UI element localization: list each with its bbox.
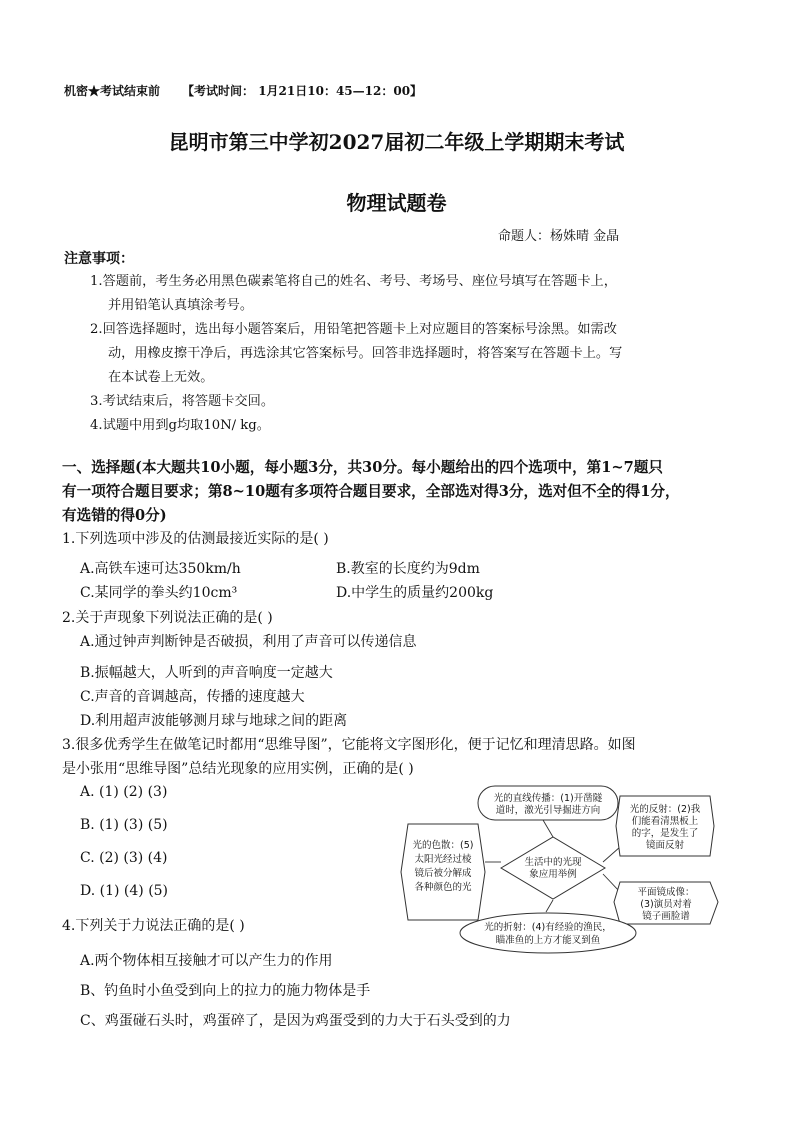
mindmap-bottom-label: 光的折射：(4)有经验的渔民， [484,922,612,933]
authors: 命题人：杨姝晴 金晶 [498,229,620,244]
option-d: D.中学生的质量约200kg [336,585,494,601]
optics-mind-map [388,782,728,957]
option-c: C.某同学的拳头约10cm³ [80,585,238,601]
option-c: C.声音的音调越高，传播的速度越大 [80,689,305,705]
mindmap-right-top-label: 们能看清黑板上 [631,816,699,827]
notice-line: 动，用橡皮擦干净后，再选涂其它答案标号。回答非选择题时，将答案写在答题卡上。写 [108,346,623,361]
mindmap-left-label: 太阳光经过棱 [414,854,472,865]
notice-heading: 注意事项： [64,251,134,267]
mindmap-right-bottom-label: 镜子画脸谱 [642,911,690,922]
notice-line: 1.答题前，考生务必用黑色碳素笔将自己的姓名、考号、考场号、座位号填写在答题卡上， [90,274,617,289]
mindmap-top-label: 光的直线传播：(1)开凿隧 [493,793,603,804]
mindmap-left-label: 镜后被分解成 [414,868,472,879]
exam-subtitle: 物理试题卷 [346,191,447,215]
option-a: A.高铁车速可达350km/h [80,561,241,577]
notice-line: 2.回答选择题时，选出每小题答案后，用铅笔把答题卡上对应题目的答案标号涂黑。如需改 [90,322,617,337]
option-d: D. (1) (4) (5) [80,883,169,899]
option-a: A. (1) (2) (3) [80,784,168,800]
option-c: C、鸡蛋碰石头时，鸡蛋碎了，是因为鸡蛋受到的力大于石头受到的力 [80,1013,511,1029]
mindmap-bottom-node [460,913,636,953]
mindmap-right-top-label: 的字，是发生了 [631,828,699,839]
mindmap-center-label: 象应用举例 [529,869,577,880]
mindmap-right-top-label: 镜面反射 [645,840,685,851]
option-b: B.教室的长度约为9dm [336,561,480,577]
secret-label: 机密★考试结束前 [64,84,161,98]
mindmap-left-label: 各种颜色的光 [414,882,472,893]
section-heading: 一、选择题(本大题共10小题，每小题3分，共30分。每小题给出的四个选项中，第1~7题只 [62,459,663,476]
option-a: A.两个物体相互接触才可以产生力的作用 [80,953,333,969]
mindmap-center-label: 生活中的光现 [524,857,582,868]
question-stem: 4.下列关于力说法正确的是( ) [62,918,245,934]
question-stem: 3.很多优秀学生在做笔记时都用“思维导图”，它能将文字图形化，便于记忆和理清思路。如图 [62,737,636,753]
notice-line: 3.考试结束后，将答题卡交回。 [90,394,275,409]
option-b: B. (1) (3) (5) [80,817,168,833]
option-a: A.通过钟声判断钟是否破损，利用了声音可以传递信息 [80,634,417,650]
mindmap-top-label: 道时，激光引导掘进方向 [495,805,601,816]
exam-time: 【考试时间： 1月21日10：45—12：00】 [182,84,423,98]
question-stem: 2.关于声现象下列说法正确的是( ) [62,610,273,626]
confidential-header [64,82,422,99]
mindmap-right-top-label: 光的反射：(2)我 [629,804,701,815]
notice-line: 4.试题中用到g均取10N/ kg。 [90,418,270,433]
exam-title: 昆明市第三中学初2027届初二年级上学期期末考试 [168,130,625,154]
option-d: D.利用超声波能够测月球与地球之间的距离 [80,713,348,729]
mindmap-right-bottom-label: 平面镜成像： [637,887,695,898]
question-stem: 1.下列选项中涉及的估测最接近实际的是( ) [62,531,329,547]
option-c: C. (2) (3) (4) [80,850,168,866]
mindmap-right-bottom-label: (3)演员对着 [640,899,692,910]
mindmap-bottom-label: 瞄准鱼的上方才能叉到鱼 [495,935,601,946]
section-heading: 有选错的得0分) [62,507,167,524]
option-b: B、钓鱼时小鱼受到向上的拉力的施力物体是手 [80,983,371,999]
notice-line: 并用铅笔认真填涂考号。 [108,298,254,313]
section-heading: 有一项符合题目要求；第8~10题有多项符合题目要求，全部选对得3分，选对但不全的得1分， [62,483,680,500]
notice-line: 在本试卷上无效。 [108,370,214,385]
mindmap-center-node [501,837,605,899]
option-b: B.振幅越大，人听到的声音响度一定越大 [80,665,333,681]
question-stem: 是小张用“思维导图”总结光现象的应用实例，正确的是( ) [62,761,414,777]
mindmap-left-label: 光的色散：(5) [412,840,474,851]
